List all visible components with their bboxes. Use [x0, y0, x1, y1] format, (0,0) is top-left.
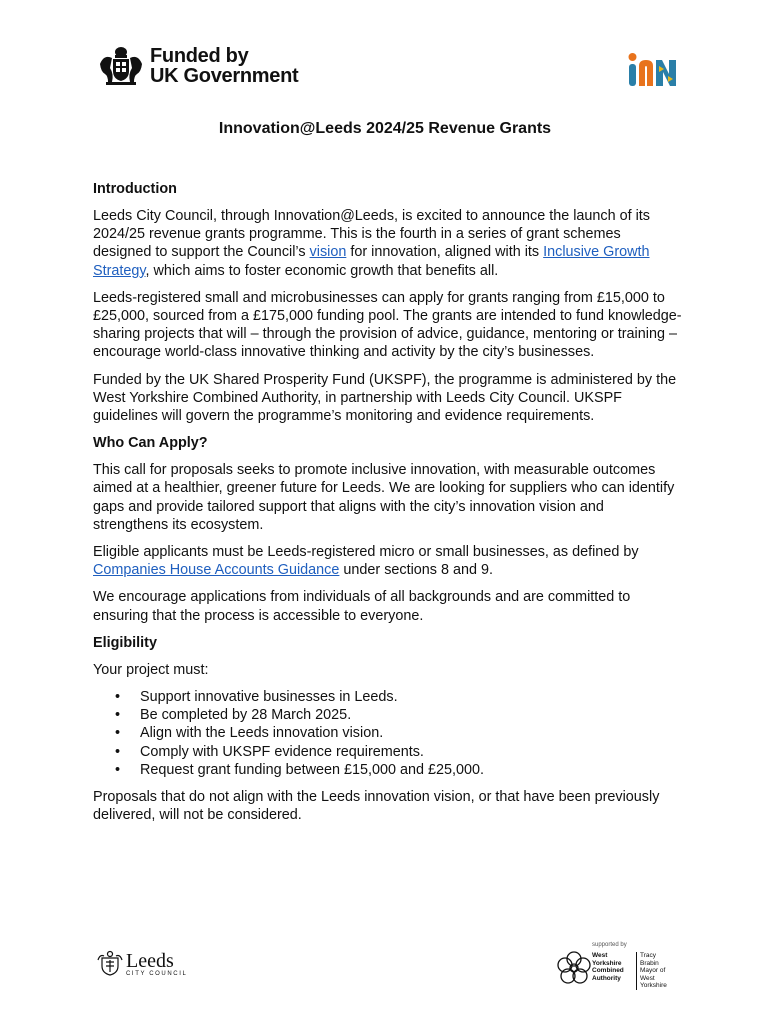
- introduction-paragraph-1: [93, 207, 683, 280]
- intro-text-2: for innovation, aligned with its: [346, 244, 544, 261]
- mayor-text-line: Brabin: [640, 959, 659, 967]
- inclusive-growth-strategy-link[interactable]: Inclusive Growth Strategy: [93, 244, 650, 279]
- list-item: • Align with the Leeds innovation vision.: [93, 724, 683, 742]
- innovation-leeds-logo-icon: [628, 52, 678, 86]
- who-text-1: Eligible applicants must be Leeds-registered micro or small businesses, as defined by: [93, 544, 639, 561]
- eligibility-heading: Eligibility: [93, 634, 157, 651]
- leeds-logo-subtitle: CITY COUNCIL: [126, 970, 188, 977]
- introduction-paragraph-2: Leeds-registered small and microbusinesses can apply for grants ranging from £15,000 to £25,000, sourced from a £175,000 funding pool. The grants are intended to fund knowledge-sharing projects that will – through the provision of advice, guidance, mentoring or training – encourage world-class innovative thinking and activity by the city’s businesses.: [93, 289, 682, 361]
- wy-text-line: Combined: [592, 967, 624, 975]
- leeds-logo-name: Leeds: [126, 949, 174, 972]
- yorkshire-rose-icon: [556, 950, 592, 986]
- leeds-crest-icon: [96, 950, 124, 978]
- intro-text-1: Leeds City Council, through Innovation@Leeds, is excited to announce the launch of its 2024/25 revenue grants programme. This is the fourth in a series of grant schemes designed to support the Council’s: [93, 208, 651, 261]
- list-item: • Request grant funding between £15,000 and £25,000.: [93, 761, 683, 779]
- wy-text-line: Authority: [592, 974, 621, 982]
- who-can-apply-paragraph-1: This call for proposals seeks to promote inclusive innovation, with measurable outcomes aimed at a healthier, greener future for Leeds. We are looking for suppliers who can identify gaps and provide tailored support that aligns with the city’s innovation vision and strengthens its ecosystem.: [93, 462, 675, 533]
- uk-government-logo: [96, 44, 298, 88]
- who-can-apply-paragraph-3: We encourage applications from individuals of all backgrounds and are committed to ensuring that the process is accessible to everyone.: [93, 589, 631, 624]
- royal-crest-icon: [96, 44, 146, 88]
- gov-logo-line2: UK Government: [150, 65, 299, 87]
- gov-logo-line1: Funded by: [150, 45, 249, 67]
- mayor-text-line: Mayor of: [640, 967, 666, 975]
- who-can-apply-heading: Who Can Apply?: [93, 435, 208, 452]
- supported-by-label: supported by: [592, 942, 627, 948]
- west-yorkshire-combined-authority-logo: [556, 942, 680, 990]
- intro-text-3: , which aims to foster economic growth that benefits all.: [145, 262, 499, 279]
- eligibility-intro: Your project must:: [93, 661, 209, 678]
- document-body: [93, 180, 683, 833]
- list-item: • Support innovative businesses in Leeds.: [93, 688, 683, 706]
- eligibility-closing: Proposals that do not align with the Leeds innovation vision, or that have been previously delivered, will not be considered.: [93, 789, 660, 824]
- list-item: • Comply with UKSPF evidence requirements.: [93, 743, 683, 761]
- introduction-paragraph-3: Funded by the UK Shared Prosperity Fund (UKSPF), the programme is administered by the West Yorkshire Combined Authority, in partnership with Leeds City Council. UKSPF guidelines will govern the programme’s monitoring and evidence requirements.: [93, 371, 677, 425]
- wy-text-line: West: [592, 952, 608, 959]
- leeds-city-council-logo: [96, 950, 187, 978]
- list-item: • Be completed by 28 March 2025.: [93, 706, 683, 724]
- who-text-2: under sections 8 and 9.: [339, 562, 493, 579]
- mayor-text-line: Tracy: [640, 952, 657, 959]
- eligibility-list: [93, 688, 683, 779]
- vision-link[interactable]: vision: [309, 244, 347, 261]
- document-title: Innovation@Leeds 2024/25 Revenue Grants: [218, 120, 552, 137]
- who-can-apply-paragraph-2: [93, 543, 683, 579]
- wy-text-line: Yorkshire: [592, 959, 622, 967]
- mayor-text-line: West Yorkshire: [640, 974, 667, 990]
- introduction-heading: Introduction: [93, 181, 177, 197]
- companies-house-guidance-link[interactable]: Companies House Accounts Guidance: [93, 562, 340, 579]
